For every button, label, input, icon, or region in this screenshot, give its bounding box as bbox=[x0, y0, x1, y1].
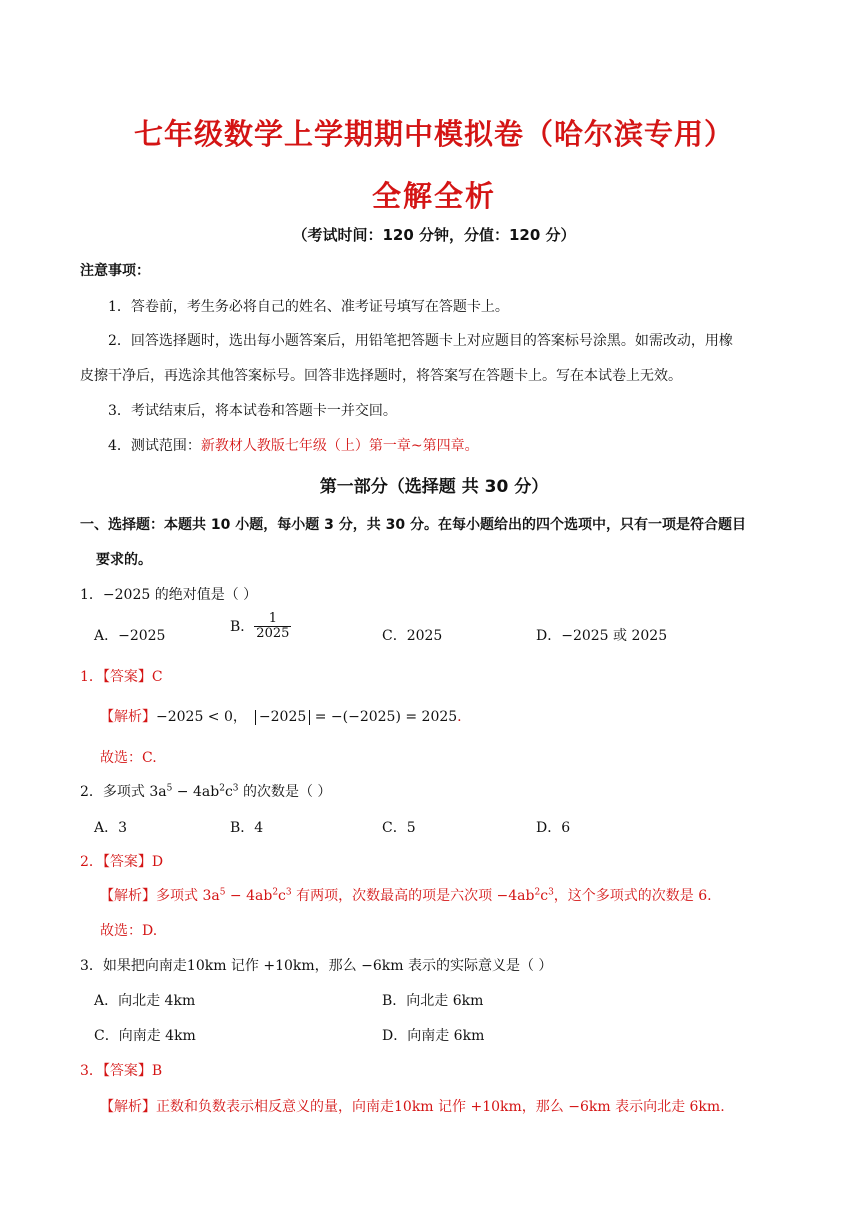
q1-analysis-part-b: = −(−2025) = 2025 bbox=[310, 709, 458, 725]
note-item-2-line2: 皮擦干净后，再选涂其他答案标号。回答非选择题时，将答案写在答题卡上。写在本试卷上无效。 bbox=[80, 368, 682, 384]
q1-option-c: C．2025 bbox=[382, 628, 443, 644]
q2-stem-part: 2．多项式 3a bbox=[80, 784, 167, 800]
q2-stem-sup: 2 bbox=[219, 783, 225, 794]
q2-analysis-sup: 2 bbox=[272, 887, 279, 898]
page-title: 七年级数学上学期期中模拟卷（哈尔滨专用） bbox=[133, 117, 734, 151]
q2-analysis-part: c bbox=[540, 888, 549, 904]
q2-analysis-sup: 3 bbox=[285, 887, 292, 898]
q2-stem-sup: 5 bbox=[166, 783, 173, 794]
q1-choice: 故选：C. bbox=[100, 750, 157, 766]
q2-option-c: C．5 bbox=[382, 820, 416, 836]
note-item-4-prefix: 4．测试范围： bbox=[108, 438, 201, 454]
q2-option-b: B．4 bbox=[230, 820, 264, 836]
q3-option-b: B．向北走 6km bbox=[382, 993, 484, 1009]
q2-analysis-part: c bbox=[278, 888, 286, 904]
section-instructions-line2: 要求的。 bbox=[96, 552, 152, 568]
q2-stem-part: 的次数是（ ） bbox=[238, 784, 332, 800]
fraction-numerator: 1 bbox=[254, 612, 291, 627]
q1-option-b-fraction bbox=[254, 612, 291, 642]
q3-answer: 3．【答案】B bbox=[80, 1063, 163, 1079]
page-subtitle: 全解全析 bbox=[371, 179, 496, 213]
notes-heading: 注意事项： bbox=[80, 263, 150, 279]
q3-analysis: 【解析】正数和负数表示相反意义的量，向南走10km 记作 +10km，那么 −6km 表示向北走 6km. bbox=[100, 1099, 725, 1115]
q2-stem-sup: 3 bbox=[232, 783, 239, 794]
q1-analysis-end: . bbox=[457, 709, 462, 725]
note-item-3: 3．考试结束后，将本试卷和答题卡一并交回。 bbox=[108, 403, 397, 419]
section-instructions-line1: 一、选择题：本题共 10 小题，每小题 3 分，共 30 分。在每小题给出的四个选项中，只有一项是符合题目 bbox=[80, 517, 746, 533]
q1-option-a: A．−2025 bbox=[94, 628, 166, 644]
q2-analysis-part: − 4ab bbox=[225, 888, 273, 904]
q2-stem-part: c bbox=[224, 784, 233, 800]
q1-option-d: D．−2025 或 2025 bbox=[536, 628, 668, 644]
q2-analysis-part: ，这个多项式的次数是 6. bbox=[553, 888, 712, 904]
q3-option-a: A．向北走 4km bbox=[94, 993, 196, 1009]
q2-option-d: D．6 bbox=[536, 820, 571, 836]
q2-analysis-part: 【解析】多项式 3a bbox=[100, 888, 220, 904]
q1-answer: 1．【答案】C bbox=[80, 669, 163, 685]
exam-info: （考试时间：120 分钟，分值：120 分） bbox=[292, 226, 576, 244]
q2-option-a: A．3 bbox=[94, 820, 128, 836]
note-item-2-line1: 2．回答选择题时，选出每小题答案后，用铅笔把答题卡上对应题目的答案标号涂黑。如需改动，用橡 bbox=[108, 333, 733, 349]
q2-stem-part: − 4ab bbox=[172, 784, 220, 800]
q2-analysis-sup: 5 bbox=[219, 887, 226, 898]
q2-stem bbox=[80, 781, 331, 801]
fraction-denominator: 2025 bbox=[256, 626, 290, 642]
note-item-4-scope: 新教材人教版七年级（上）第一章~第四章。 bbox=[200, 438, 479, 454]
q2-analysis-part: 有两项，次数最高的项是六次项 −4ab bbox=[291, 888, 535, 904]
q3-option-c: C．向南走 4km bbox=[94, 1028, 196, 1044]
q2-choice: 故选：D. bbox=[100, 923, 158, 939]
note-item-4 bbox=[108, 435, 479, 455]
q2-analysis bbox=[100, 885, 712, 905]
q1-option-b bbox=[230, 612, 291, 642]
q3-stem: 3．如果把向南走10km 记作 +10km，那么 −6km 表示的实际意义是（ ） bbox=[80, 958, 553, 974]
note-item-1: 1．答卷前，考生务必将自己的姓名、准考证号填写在答题卡上。 bbox=[108, 299, 509, 315]
q1-analysis-label: 【解析】 bbox=[100, 709, 156, 725]
q1-analysis-abs: −2025 bbox=[255, 710, 310, 725]
section-title: 第一部分（选择题 共 30 分） bbox=[319, 477, 549, 497]
q2-answer: 2．【答案】D bbox=[80, 854, 164, 870]
q2-analysis-sup: 2 bbox=[534, 887, 541, 898]
q1-option-b-label: B． bbox=[230, 618, 255, 635]
q2-analysis-sup: 3 bbox=[548, 887, 554, 898]
q3-option-d: D．向南走 6km bbox=[382, 1028, 485, 1044]
q1-analysis-part-a: −2025 < 0， bbox=[156, 709, 247, 725]
q1-stem: 1．−2025 的绝对值是（ ） bbox=[80, 587, 258, 603]
q1-analysis bbox=[100, 706, 462, 726]
